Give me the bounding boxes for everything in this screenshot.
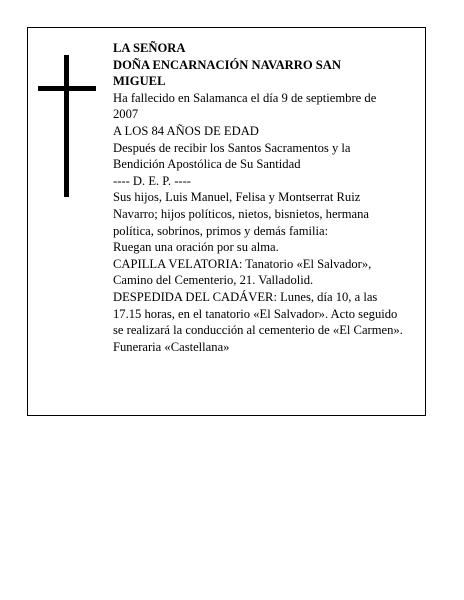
chapel-line-1: CAPILLA VELATORIA: Tanatorio «El Salvador», (113, 256, 372, 271)
heading-title: LA SEÑORA (113, 41, 186, 55)
cross-vertical-bar (64, 55, 69, 197)
prayer-line: Ruegan una oración por su alma. (113, 240, 279, 255)
farewell-line-2: 17.15 horas, en el tanatorio «El Salvador». Acto seguido (113, 306, 398, 321)
family-line-2: Navarro; hijos políticos, nietos, bisnietos, hermana (113, 206, 370, 221)
family-line-3: política, sobrinos, primos y demás familia: (113, 223, 329, 238)
cross-horizontal-bar (38, 86, 96, 91)
deceased-name-line-2: MIGUEL (113, 74, 166, 89)
age-line: A LOS 84 AÑOS DE EDAD (113, 123, 259, 138)
chapel-line-2: Camino del Cementerio, 21. Valladolid. (113, 273, 314, 288)
sacraments-line-2: Bendición Apostólica de Su Santidad (113, 157, 301, 172)
obituary-text (113, 40, 431, 355)
farewell-line-3: se realizará la conducción al cementerio de «El Carmen». (113, 323, 403, 338)
funeral-home-line: Funeraria «Castellana» (113, 339, 230, 354)
death-date-line-1: Ha fallecido en Salamanca el día 9 de septiembre de (113, 90, 377, 105)
farewell-line-1: DESPEDIDA DEL CADÁVER: Lunes, día 10, a las (113, 289, 378, 304)
deceased-name-line-1: DOÑA ENCARNACIÓN NAVARRO SAN (113, 57, 341, 72)
family-line-1: Sus hijos, Luis Manuel, Felisa y Montserrat Ruiz (113, 190, 361, 205)
death-date-line-2: 2007 (113, 107, 139, 122)
sacraments-line-1: Después de recibir los Santos Sacramentos y la (113, 140, 351, 155)
rip-line: ---- D. E. P. ---- (113, 173, 191, 188)
